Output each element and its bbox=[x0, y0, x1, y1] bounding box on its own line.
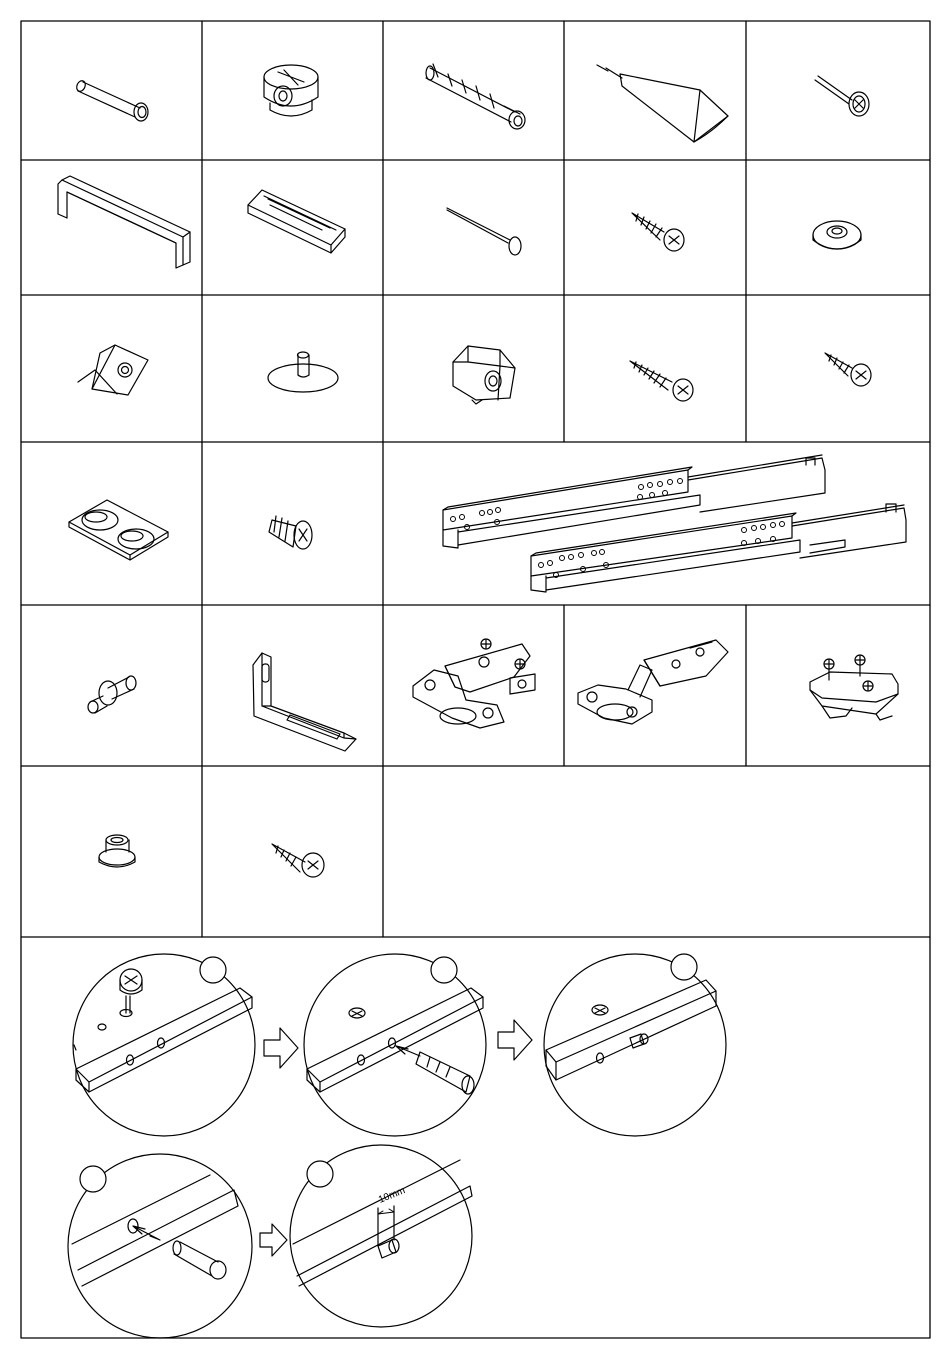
hinge-with-plate-icon bbox=[413, 639, 535, 728]
wooden-dowel-icon bbox=[75, 79, 148, 121]
drawer-slides-icon bbox=[443, 455, 906, 592]
glue-tube-icon bbox=[597, 65, 728, 142]
assembly-step-1 bbox=[73, 954, 255, 1136]
pin-base-icon bbox=[268, 352, 338, 392]
assembly-step-2 bbox=[304, 954, 486, 1136]
step-arrow-1 bbox=[264, 1028, 298, 1068]
step-arrow-3 bbox=[260, 1224, 287, 1256]
parts-grid bbox=[21, 21, 930, 1338]
assembly-step-5 bbox=[290, 1145, 472, 1327]
dimension-label: 10mm bbox=[377, 1185, 407, 1206]
hinge-mounting-plate-icon bbox=[810, 655, 898, 720]
long-screw-icon bbox=[630, 361, 693, 401]
connecting-bolt-icon bbox=[815, 76, 869, 116]
shelf-pin-icon bbox=[88, 676, 136, 713]
euro-screw-icon bbox=[269, 516, 312, 549]
handle-icon bbox=[58, 176, 190, 268]
felt-pads-icon bbox=[69, 500, 168, 560]
assembly-step-4 bbox=[68, 1154, 252, 1338]
small-screw-icon bbox=[272, 844, 324, 877]
door-stop-icon bbox=[453, 346, 515, 404]
round-bumper-icon bbox=[813, 221, 861, 249]
short-screw-icon bbox=[825, 353, 871, 386]
concealed-hinge-icon bbox=[578, 640, 728, 724]
corner-bracket-icon bbox=[78, 345, 148, 395]
plastic-cap-icon bbox=[99, 835, 135, 867]
plastic-anchor-icon bbox=[426, 64, 525, 129]
cam-lock-nut-icon bbox=[264, 65, 318, 116]
shelf-support-plate-icon bbox=[248, 190, 345, 253]
nail-icon bbox=[447, 208, 521, 255]
step-arrow-2 bbox=[498, 1020, 532, 1060]
l-bracket-icon bbox=[253, 653, 356, 751]
wood-screw-icon bbox=[632, 213, 684, 251]
assembly-step-3 bbox=[544, 954, 726, 1136]
